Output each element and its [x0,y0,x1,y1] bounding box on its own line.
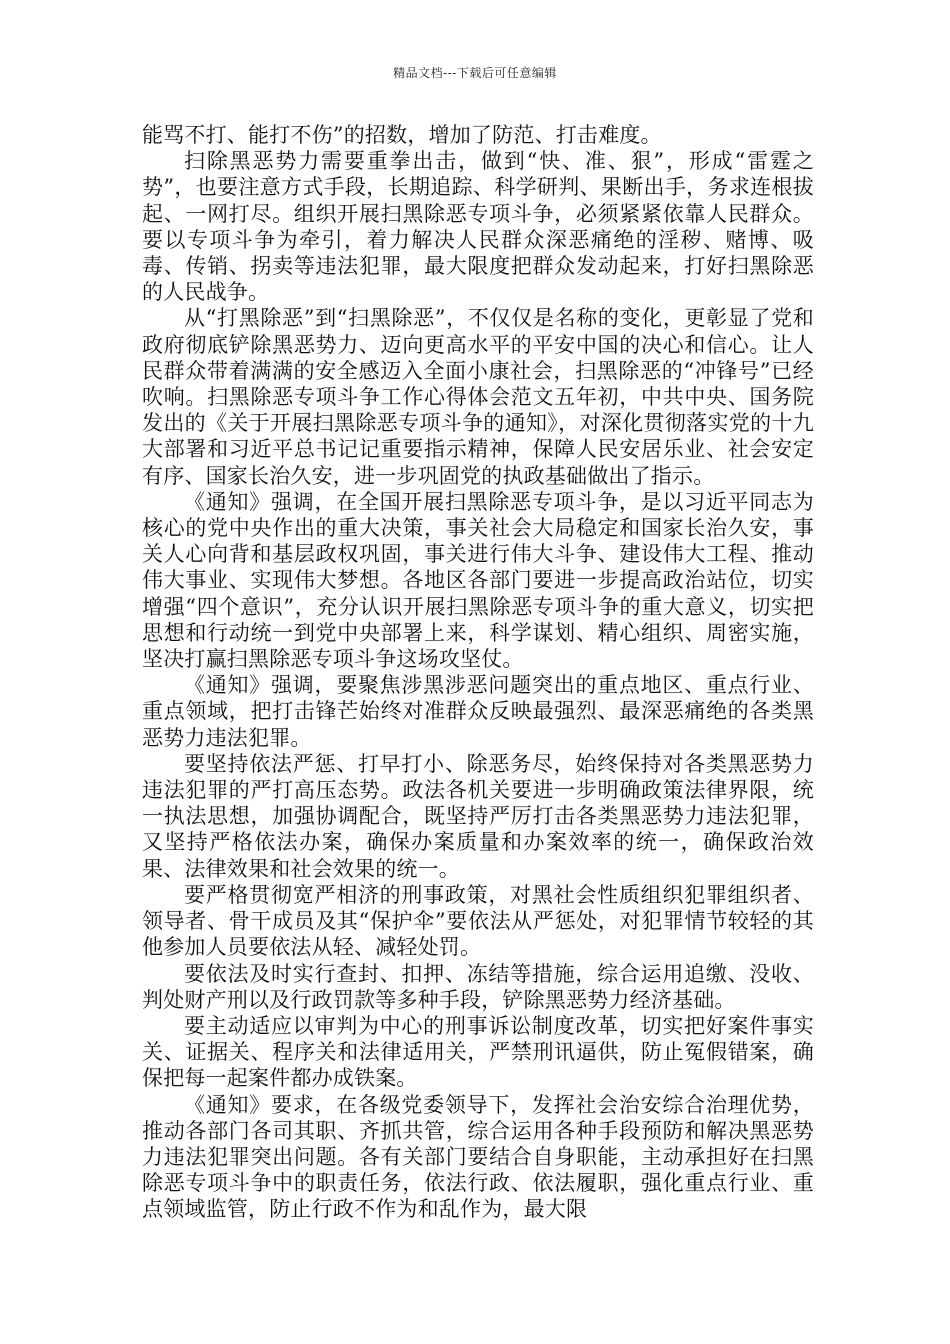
paragraph: 《通知》强调，要聚焦涉黑涉恶问题突出的重点地区、重点行业、重点领域，把打击锋芒始终对准群众反映最强烈、最深恶痛绝的各类黑恶势力违法犯罪。 [142,673,814,750]
paragraph: 扫除黑恶势力需要重拳出击，做到“快、准、狠”，形成“雷霆之势”，也要注意方式手段，长期追踪、科学研判、果断出手，务求连根拔起、一网打尽。组织开展扫黑除恶专项斗争，必须紧紧依靠人民群众。要以专项斗争为牵引，着力解决人民群众深恶痛绝的淫秽、赌博、吸毒、传销、拐卖等违法犯罪，最大限度把群众发动起来，打好扫黑除恶的人民战争。 [142,149,814,305]
paragraph: 从“打黑除恶”到“扫黑除恶”，不仅仅是名称的变化，更彰显了党和政府彻底铲除黑恶势力、迈向更高水平的平安中国的决心和信心。让人民群众带着满满的安全感迈入全面小康社会，扫黑除恶的“冲锋号”已经吹响。扫黑除恶专项斗争工作心得体会范文五年初，中共中央、国务院发出的《关于开展扫黑除恶专项斗争的通知》，对深化贯彻落实党的十九大部署和习近平总书记记重要指示精神，保障人民安居乐业、社会安定有序、国家长治久安，进一步巩固党的执政基础做出了指示。 [142,306,814,488]
paragraph: 能骂不打、能打不伤”的招数，增加了防范、打击难度。 [142,123,662,147]
paragraph: 要依法及时实行查封、扣押、冻结等措施，综合运用追缴、没收、判处财产刑以及行政罚款等多种手段，铲除黑恶势力经济基础。 [142,961,814,1012]
paragraph: 《通知》强调，在全国开展扫黑除恶专项斗争，是以习近平同志为核心的党中央作出的重大决策，事关社会大局稳定和国家长治久安，事关人心向背和基层政权巩固，事关进行伟大斗争、建设伟大工程、推动伟大事业、实现伟大梦想。各地区各部门要进一步提高政治站位，切实增强“四个意识”，充分认识开展扫黑除恶专项斗争的重大意义，切实把思想和行动统一到党中央部署上来，科学谋划、精心组织、周密实施，坚决打赢扫黑除恶专项斗争这场攻坚仗。 [142,489,814,672]
paragraph: 要主动适应以审判为中心的刑事诉讼制度改革，切实把好案件事实关、证据关、程序关和法律适用关，严禁刑讯逼供，防止冤假错案，确保把每一起案件都办成铁案。 [142,1013,814,1091]
document-body [142,122,814,1223]
page-header: 精品文档---下载后可任意编辑 [393,66,557,80]
paragraph: 要坚持依法严惩、打早打小、除恶务尽，始终保持对各类黑恶势力违法犯罪的严打高压态势。政法各机关要进一步明确政策法律界限，统一执法思想，加强协调配合，既坚持严厉打击各类黑恶势力违法犯罪，又坚持严格依法办案，确保办案质量和办案效率的统一，确保政治效果、法律效果和社会效果的统一。 [142,751,814,881]
paragraph: 《通知》要求，在各级党委领导下，发挥社会治安综合治理优势，推动各部门各司其职、齐抓共管，综合运用各种手段预防和解决黑恶势力违法犯罪突出问题。各有关部门要结合自身职能，主动承担好在扫黑除恶专项斗争中的职责任务，依法行政、依法履职，强化重点行业、重点领域监管，防止行政不作为和乱作为，最大限 [142,1092,814,1222]
paragraph: 要严格贯彻宽严相济的刑事政策，对黑社会性质组织犯罪组织者、领导者、骨干成员及其“保护伞”要依法从严惩处，对犯罪情节较轻的其他参加人员要依法从轻、减轻处罚。 [142,882,814,960]
